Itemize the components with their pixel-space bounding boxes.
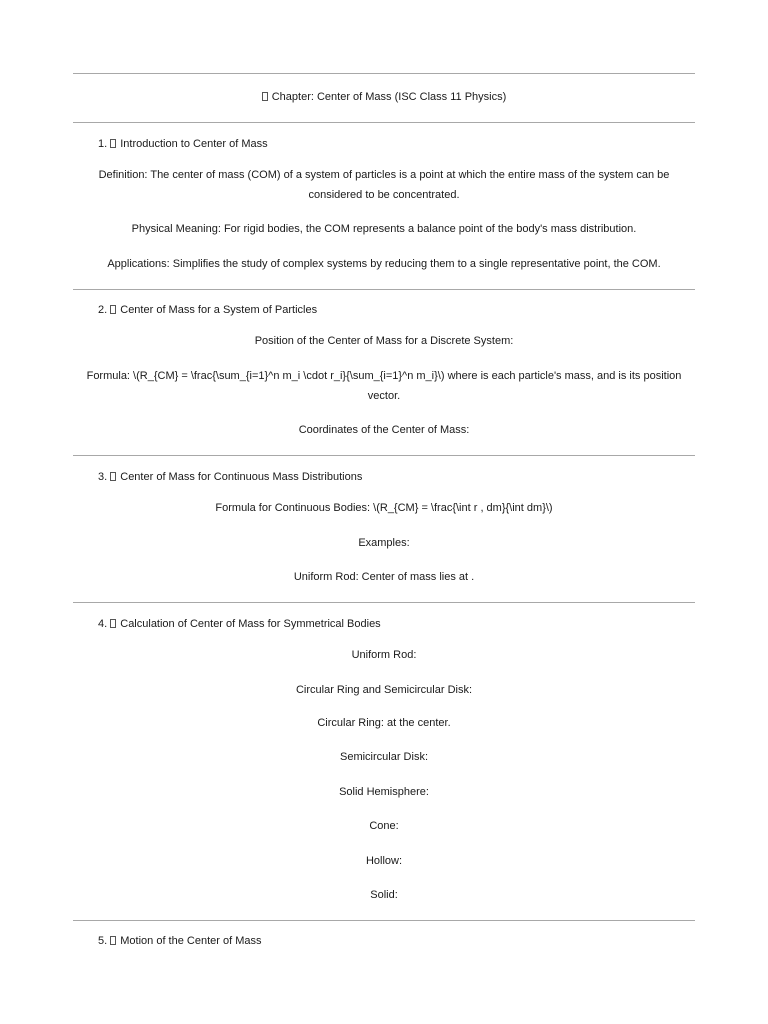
divider [73,289,695,290]
section-number: 2. [98,304,108,316]
section-heading [73,134,695,154]
section-heading-text: Calculation of Center of Mass for Symmetrical Bodies [120,618,381,630]
section-number: 4. [98,618,108,630]
section-heading [73,300,695,320]
section-number: 5. [98,935,108,947]
section-heading [73,467,695,487]
section-heading-text: Center of Mass for a System of Particles [120,304,318,316]
paragraph: Uniform Rod: Center of mass lies at . [293,571,475,583]
paragraph-formula: Formula for Continuous Bodies: \(R_{CM} = \frac{\int r , dm}{\int dm}\) [215,502,553,514]
paragraph: Hollow: [365,855,403,867]
paragraph: Coordinates of the Center of Mass: [298,424,470,436]
divider [73,920,695,921]
section-heading-text: Introduction to Center of Mass [120,138,268,150]
paragraph: Uniform Rod: [351,649,417,661]
section-number: 3. [98,471,108,483]
divider [73,455,695,456]
paragraph-applications: Applications: Simplifies the study of complex systems by reducing them to a single representative point, the COM. [107,258,661,270]
paragraph: Circular Ring: at the center. [317,717,451,729]
divider [73,122,695,123]
section-number: 1. [98,138,108,150]
divider [73,73,695,74]
paragraph-physical-meaning: Physical Meaning: For rigid bodies, the COM represents a balance point of the body's mass distribution. [131,223,637,235]
paragraph: Semicircular Disk: [339,751,428,763]
missing-glyph-icon [110,305,116,314]
paragraph-definition: Definition: The center of mass (COM) of a system of particles is a point at which the entire mass of the system can be considered to be concentrated. [98,169,670,201]
paragraph: Examples: [358,537,410,549]
paragraph-formula: Formula: \(R_{CM} = \frac{\sum_{i=1}^n m_i \cdot r_i}{\sum_{i=1}^n m_i}\) where is each particle's mass, and is its position vector. [86,370,682,402]
missing-glyph-icon [110,619,116,628]
paragraph: Solid Hemisphere: [339,786,429,798]
missing-glyph-icon [110,472,116,481]
paragraph: Cone: [369,820,399,832]
page-title-text: Chapter: Center of Mass (ISC Class 11 Physics) [271,91,507,103]
section-heading [73,931,695,951]
section-heading-text: Motion of the Center of Mass [120,935,262,947]
paragraph: Solid: [370,889,398,901]
paragraph: Position of the Center of Mass for a Discrete System: [254,335,514,347]
paragraph: Circular Ring and Semicircular Disk: [295,684,473,696]
missing-glyph-icon [262,92,268,101]
document-page [73,73,695,951]
missing-glyph-icon [110,936,116,945]
missing-glyph-icon [110,139,116,148]
section-heading-text: Center of Mass for Continuous Mass Distributions [120,471,363,483]
page-title [73,87,695,107]
divider [73,602,695,603]
section-heading [73,614,695,634]
